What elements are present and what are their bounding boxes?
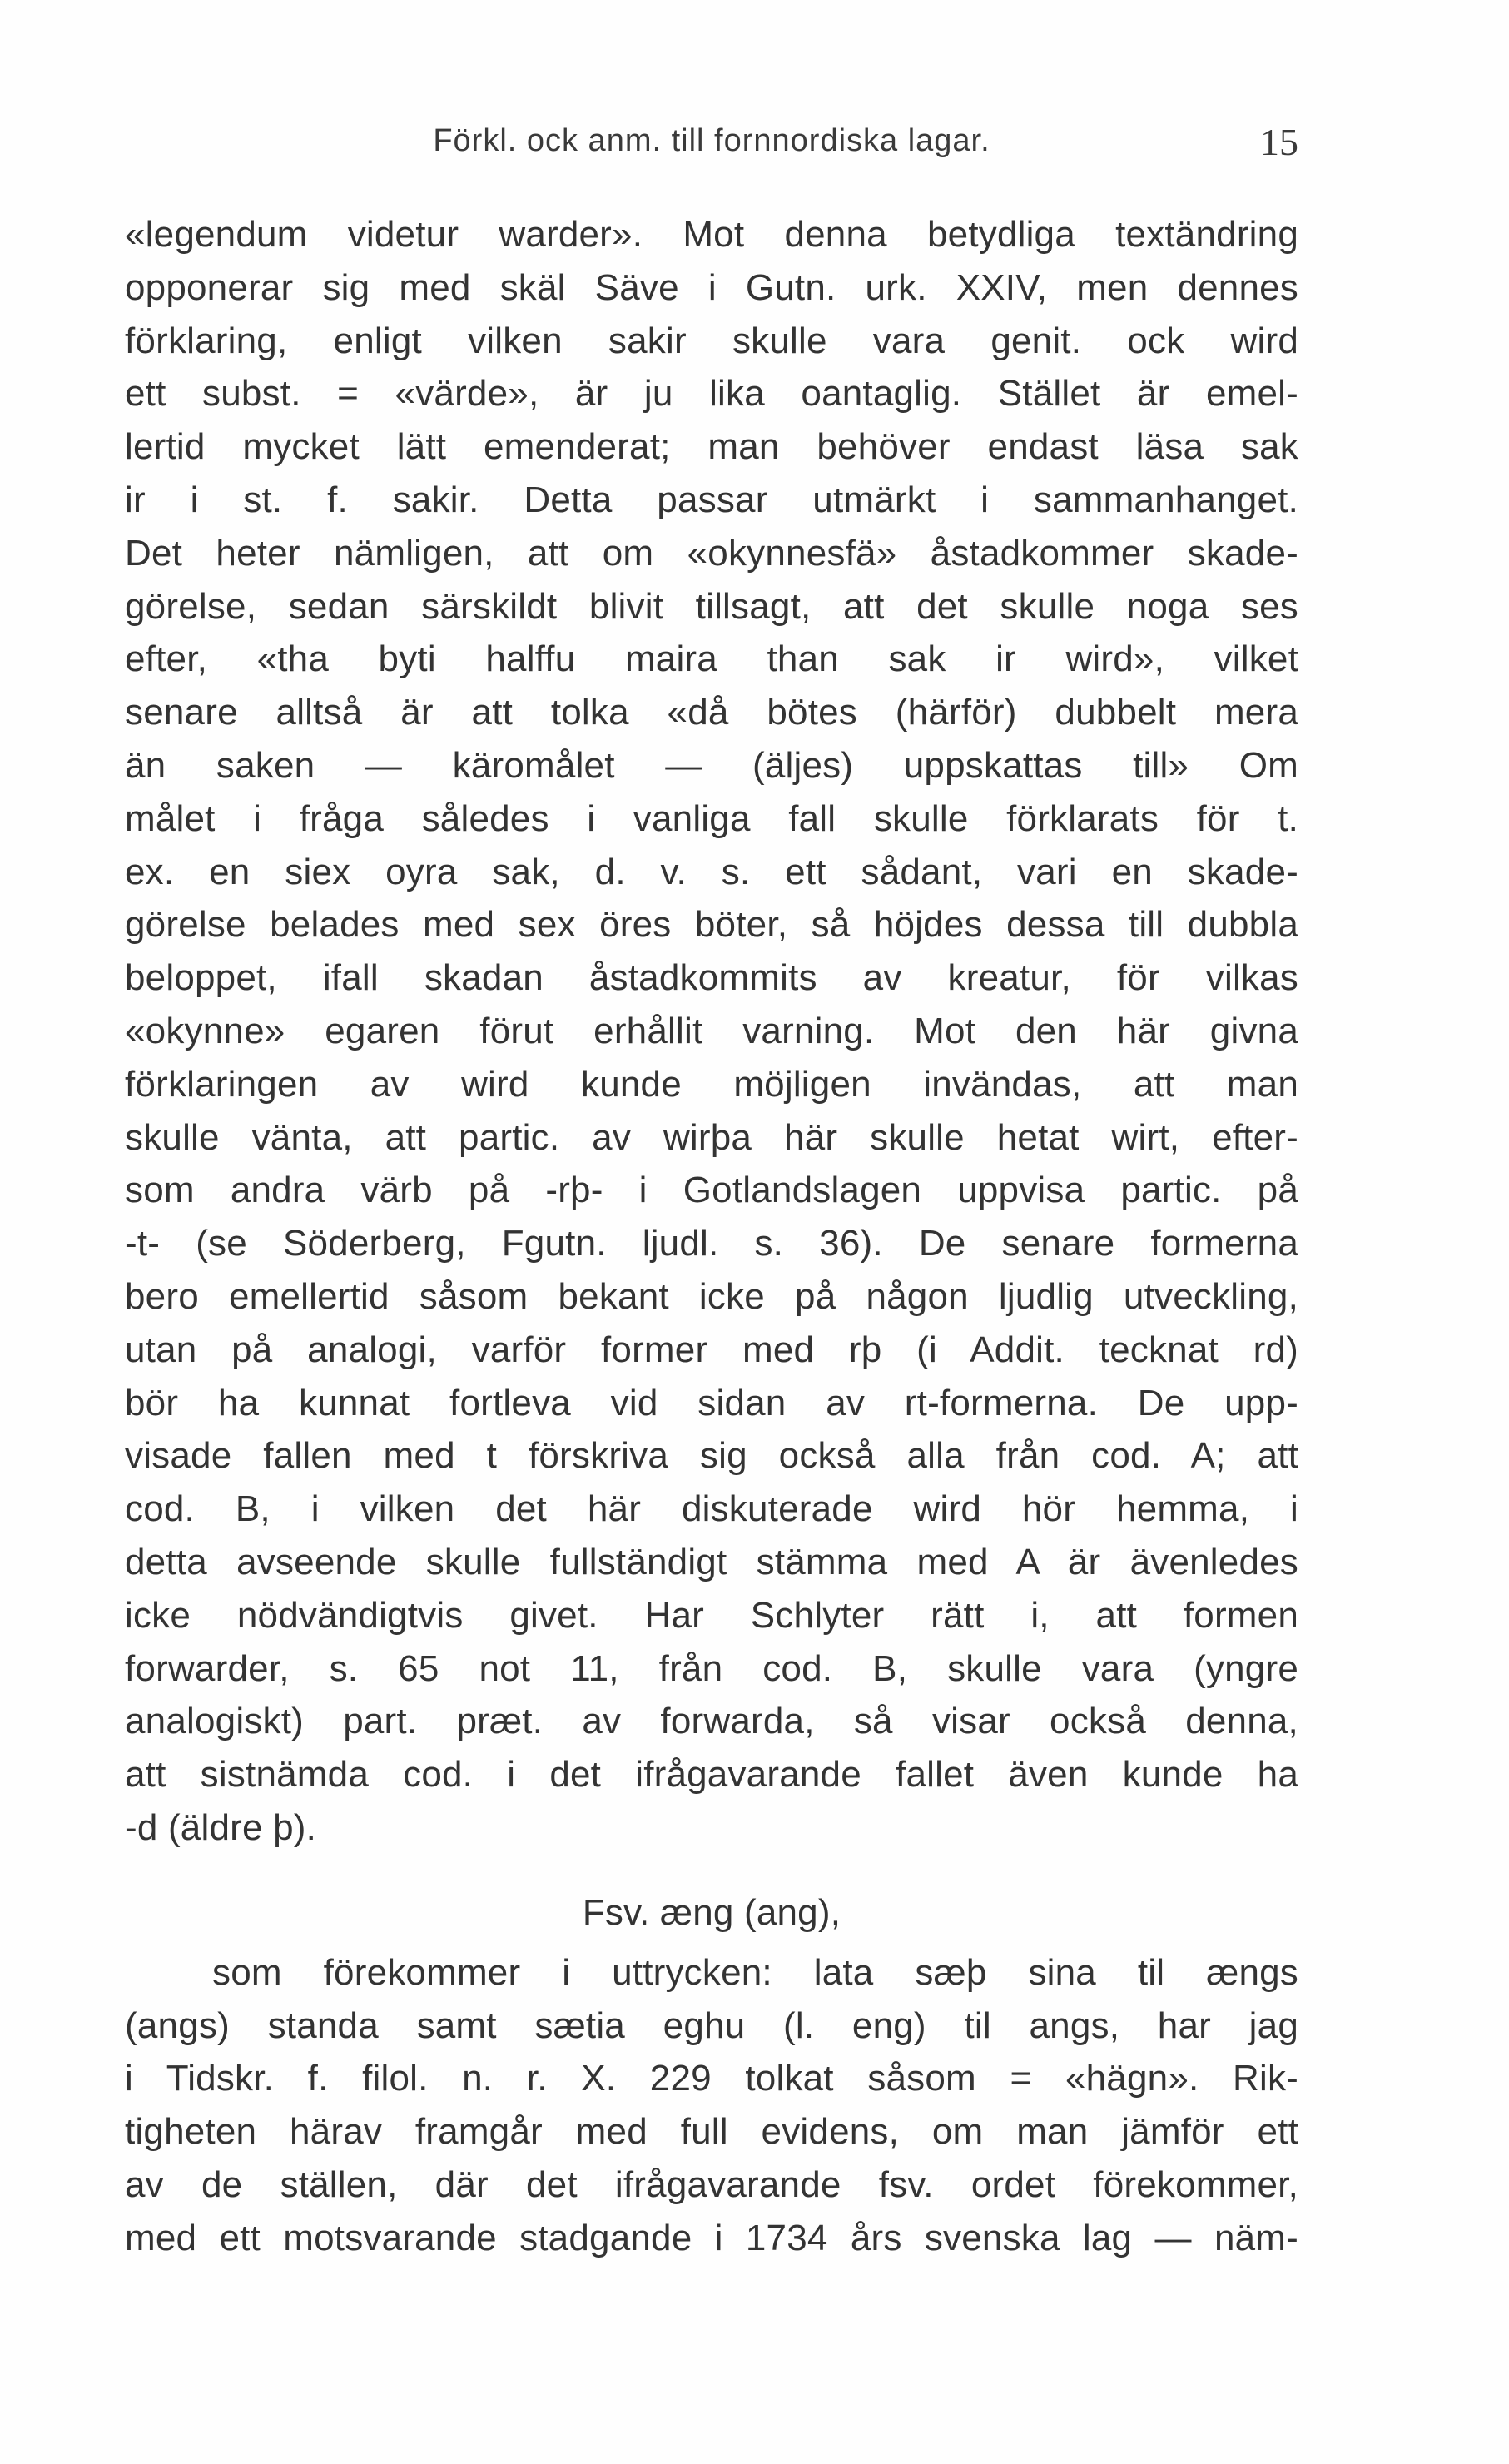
text-line: förklaring, enligt vilken sakir skulle vara genit. ock wird (125, 320, 1298, 361)
text-line: -d (äldre þ). (125, 1806, 317, 1848)
text-line: att sistnämda cod. i det ifrågavarande fallet även kunde ha (125, 1754, 1298, 1796)
text-line: utan på analogi, varför former med rþ (i Addit. tecknat rd) (125, 1329, 1298, 1370)
text-line: ex. en siex oyra sak, d. v. s. ett sådant, vari en skade- (125, 851, 1298, 892)
section-gap (125, 1855, 1298, 1871)
text-line: beloppet, ifall skadan åstadkommits av kreatur, för vilkas (125, 957, 1298, 999)
section-heading: Fsv. æng (ang), (582, 1891, 841, 1933)
text-line: senare alltså är att tolka «då bötes (härför) dubbelt mera (125, 692, 1298, 733)
body-text (125, 208, 1298, 2264)
text-line: målet i fråga således i vanliga fall skulle förklarats för t. (125, 797, 1298, 839)
text-line: bero emellertid såsom bekant icke på någon ljudlig utveckling, (125, 1275, 1298, 1317)
text-line: visade fallen med t förskriva sig också alla från cod. A; att (125, 1435, 1298, 1477)
page-number: 15 (1260, 121, 1298, 163)
text-line: än saken — käromålet — (äljes) uppskattas till» Om (125, 744, 1298, 786)
text-line: tigheten härav framgår med full evidens, om man jämför ett (125, 2111, 1298, 2153)
text-line: bör ha kunnat fortleva vid sidan av rt-formerna. De upp- (125, 1382, 1298, 1423)
text-line: skulle vänta, att partic. av wirþa här skulle hetat wirt, efter- (125, 1116, 1298, 1158)
text-line: icke nödvändigtvis givet. Har Schlyter rätt i, att formen (125, 1594, 1298, 1636)
running-title: Förkl. ock anm. till fornnordiska lagar. (433, 123, 990, 158)
text-line: görelse, sedan särskildt blivit tillsagt, att det skulle noga ses (125, 585, 1298, 627)
text-line: ett subst. = «värde», är ju lika oantaglig. Stället är emel- (125, 373, 1298, 415)
text-line: med ett motsvarande stadgande i 1734 års svenska lag — näm- (125, 2217, 1298, 2258)
text-line: cod. B, i vilken det här diskuterade wird hör hemma, i (125, 1488, 1298, 1530)
text-line: analogiskt) part. præt. av forwarda, så visar också denna, (125, 1701, 1298, 1742)
running-head (125, 117, 1298, 175)
text-line: efter, «tha byti halffu maira than sak ir wird», vilket (125, 638, 1298, 680)
text-line: ir i st. f. sakir. Detta passar utmärkt i sammanhanget. (125, 479, 1298, 520)
text-line: som andra värb på -rþ- i Gotlandslagen uppvisa partic. på (125, 1170, 1298, 1211)
text-line: «okynne» egaren förut erhållit varning. Mot den här givna (125, 1010, 1298, 1051)
text-line: som förekommer i uttrycken: lata sæþ sina til ængs (212, 1951, 1298, 1993)
text-line: i Tidskr. f. filol. n. r. X. 229 tolkat såsom = «hägn». Rik- (125, 2058, 1298, 2099)
text-line: «legendum videtur warder». Mot denna betydliga textändring (125, 214, 1298, 255)
text-line: (angs) standa samt sætia eghu (l. eng) til angs, har jag (125, 2004, 1298, 2046)
text-line: görelse belades med sex öres böter, så höjdes dessa till dubbla (125, 904, 1298, 946)
text-line: förklaringen av wird kunde möjligen invändas, att man (125, 1063, 1298, 1105)
text-line: lertid mycket lätt emenderat; man behöver endast läsa sak (125, 426, 1298, 468)
text-line: detta avseende skulle fullständigt stämma med A är ävenledes (125, 1541, 1298, 1582)
text-line: Det heter nämligen, att om «okynnesfä» åstadkommer skade- (125, 532, 1298, 574)
text-line: opponerar sig med skäl Säve i Gutn. urk. XXIV, men dennes (125, 266, 1298, 308)
text-line: forwarder, s. 65 not 11, från cod. B, skulle vara (yngre (125, 1647, 1298, 1689)
text-line: av de ställen, där det ifrågavarande fsv. ordet förekommer, (125, 2163, 1298, 2205)
text-line: -t- (se Söderberg, Fgutn. ljudl. s. 36). De senare formerna (125, 1223, 1298, 1264)
